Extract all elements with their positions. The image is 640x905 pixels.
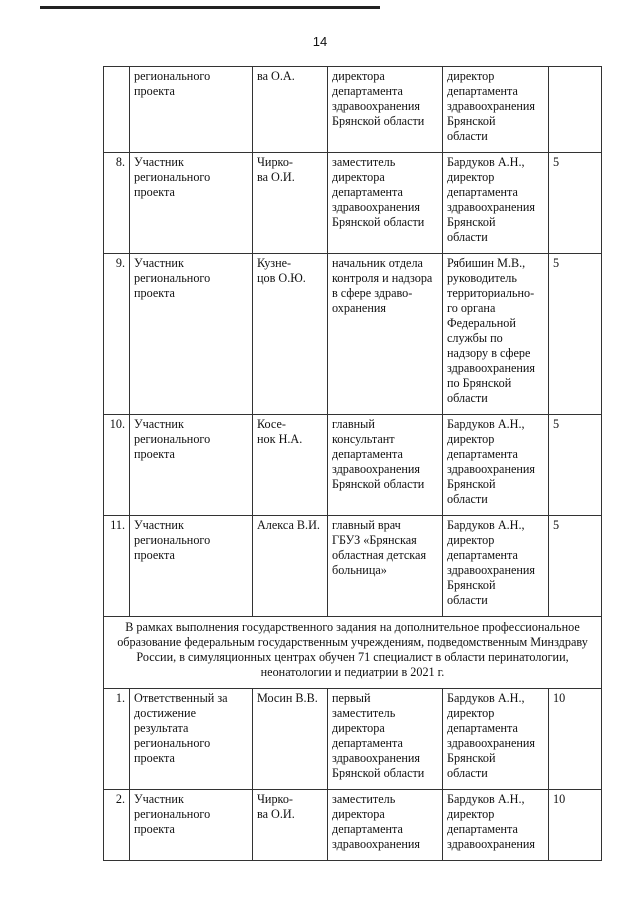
supervisor-cell: Бардуков А.Н., директор департамента здравоохранения Брянской области [443, 415, 549, 516]
supervisor-cell: Бардуков А.Н., директор департамента здравоохранения Брянской области [443, 153, 549, 254]
load-cell: 10 [549, 790, 602, 861]
table-row [104, 689, 602, 790]
load-cell: 5 [549, 153, 602, 254]
position-cell: директора департамента здравоохранения Брянской области [328, 67, 443, 153]
section-heading: В рамках выполнения государственного задания на дополнительное профессиональное образование федеральным государственным учреждениям, подведомственным Минздраву России, в симуляционных центрах обучен 71 специалист в области перинатологии, неонатологии и педиатрии в 2021 г. [104, 617, 602, 689]
table-row [104, 67, 602, 153]
table-row [104, 516, 602, 617]
role-cell: Участник регионального проекта [130, 254, 253, 415]
supervisor-cell: директор департамента здравоохранения Брянской области [443, 67, 549, 153]
row-number [104, 67, 130, 153]
role-cell: Участник регионального проекта [130, 153, 253, 254]
position-cell: главный консультант департамента здравоохранения Брянской области [328, 415, 443, 516]
name-cell: Алекса В.И. [253, 516, 328, 617]
load-cell: 10 [549, 689, 602, 790]
position-cell: главный врач ГБУЗ «Брянская областная детская больница» [328, 516, 443, 617]
role-cell: регионального проекта [130, 67, 253, 153]
role-cell: Ответственный за достижение результата регионального проекта [130, 689, 253, 790]
name-cell: Чирко- ва О.И. [253, 790, 328, 861]
header-rule [40, 6, 380, 9]
position-cell: первый заместитель директора департамента здравоохранения Брянской области [328, 689, 443, 790]
load-cell: 5 [549, 254, 602, 415]
page-number: 14 [312, 34, 328, 49]
row-number: 11. [104, 516, 130, 617]
table-row [104, 153, 602, 254]
supervisor-cell: Бардуков А.Н., директор департамента здравоохранения Брянской области [443, 689, 549, 790]
position-cell: начальник отдела контроля и надзора в сфере здраво- охранения [328, 254, 443, 415]
row-number: 1. [104, 689, 130, 790]
name-cell: Кузне- цов О.Ю. [253, 254, 328, 415]
role-cell: Участник регионального проекта [130, 415, 253, 516]
supervisor-cell: Бардуков А.Н., директор департамента здравоохранения Брянской области [443, 516, 549, 617]
role-cell: Участник регионального проекта [130, 516, 253, 617]
name-cell: Мосин В.В. [253, 689, 328, 790]
row-number: 10. [104, 415, 130, 516]
section-heading-row [104, 617, 602, 689]
table-row [104, 415, 602, 516]
row-number: 2. [104, 790, 130, 861]
table-row [104, 254, 602, 415]
project-participants-table [103, 66, 602, 861]
supervisor-cell: Рябишин М.В., руководитель территориально- го органа Федеральной службы по надзору в сфере здравоохранения по Брянской области [443, 254, 549, 415]
load-cell [549, 67, 602, 153]
load-cell: 5 [549, 415, 602, 516]
name-cell: ва О.А. [253, 67, 328, 153]
table-body-top [104, 67, 602, 861]
supervisor-cell: Бардуков А.Н., директор департамента здравоохранения [443, 790, 549, 861]
row-number: 8. [104, 153, 130, 254]
position-cell: заместитель директора департамента здравоохранения [328, 790, 443, 861]
name-cell: Чирко- ва О.И. [253, 153, 328, 254]
position-cell: заместитель директора департамента здравоохранения Брянской области [328, 153, 443, 254]
table-row [104, 790, 602, 861]
name-cell: Косе- нок Н.А. [253, 415, 328, 516]
row-number: 9. [104, 254, 130, 415]
role-cell: Участник регионального проекта [130, 790, 253, 861]
load-cell: 5 [549, 516, 602, 617]
